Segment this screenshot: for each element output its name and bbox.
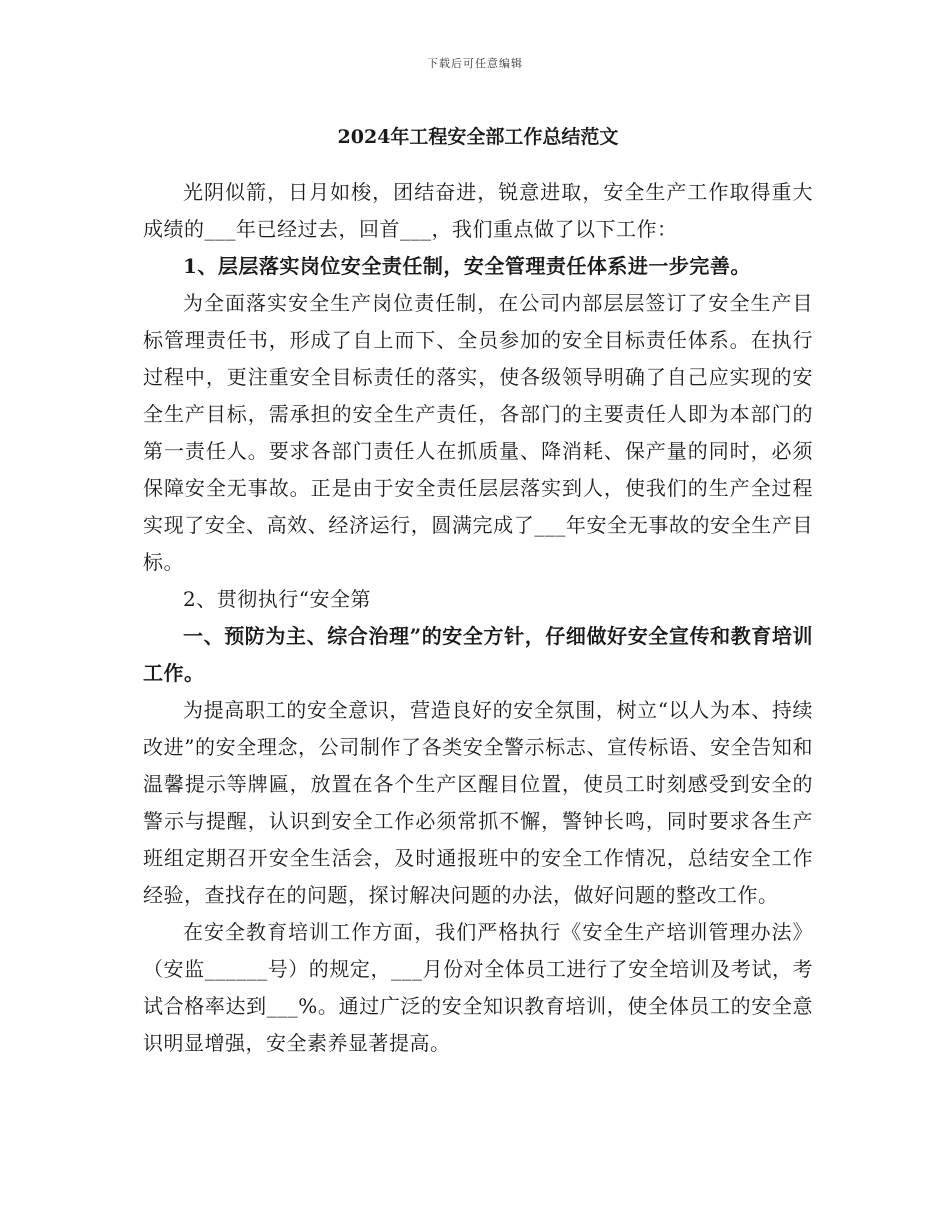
section-heading-2-part-1: 2、贯彻执行“安全第	[183, 587, 371, 611]
header-note: 下载后可任意编辑	[427, 57, 523, 70]
section-2-paragraph-1: 为提高职工的安全意识，营造良好的安全氛围，树立“以人为本、持续改进”的安全理念，公司制作了各类安全警示标志、宣传标语、安全告知和温馨提示等牌匾，放置在各个生产区醒目位置，使员工时刻感受到安全的警示与提醒，认识到安全工作必须常抓不懈，警钟长鸣，同时要求各生产班组定期召开安全生活会，及时通报班中的安全工作情况，总结安全工作经验，查找存在的问题，探讨解决问题的办法，做好问题的整改工作。	[143, 698, 813, 907]
section-heading-1: 1、层层落实岗位安全责任制，安全管理责任体系进一步完善。	[183, 254, 751, 278]
section-2-paragraph-2: 在安全教育培训工作方面，我们严格执行《安全生产培训管理办法》（安监______号）的规定，___月份对全体员工进行了安全培训及考试，考试合格率达到___%。通过广泛的安全知识教育培训，使全体员工的安全意识明显增强，安全素养显著提高。	[143, 920, 813, 1055]
section-1-paragraph: 为全面落实安全生产岗位责任制，在公司内部层层签订了安全生产目标管理责任书，形成了自上而下、全员参加的安全目标责任体系。在执行过程中，更注重安全目标责任的落实，使各级领导明确了自己应实现的安全生产目标，需承担的安全生产责任，各部门的主要责任人即为本部门的第一责任人。要求各部门责任人在抓质量、降消耗、保产量的同时，必须保障安全无事故。正是由于安全责任层层落实到人，使我们的生产全过程实现了安全、高效、经济运行，圆满完成了___年安全无事故的安全生产目标。	[143, 291, 813, 574]
document-page	[143, 118, 813, 1062]
section-heading-2-part-2: 一、预防为主、综合治理”的安全方针，仔细做好安全宣传和教育培训工作。	[143, 624, 813, 685]
intro-paragraph: 光阴似箭，日月如梭，团结奋进，锐意进取，安全生产工作取得重大成绩的___年已经过去，回首___，我们重点做了以下工作：	[143, 180, 813, 241]
document-title: 2024年工程安全部工作总结范文	[337, 126, 619, 148]
